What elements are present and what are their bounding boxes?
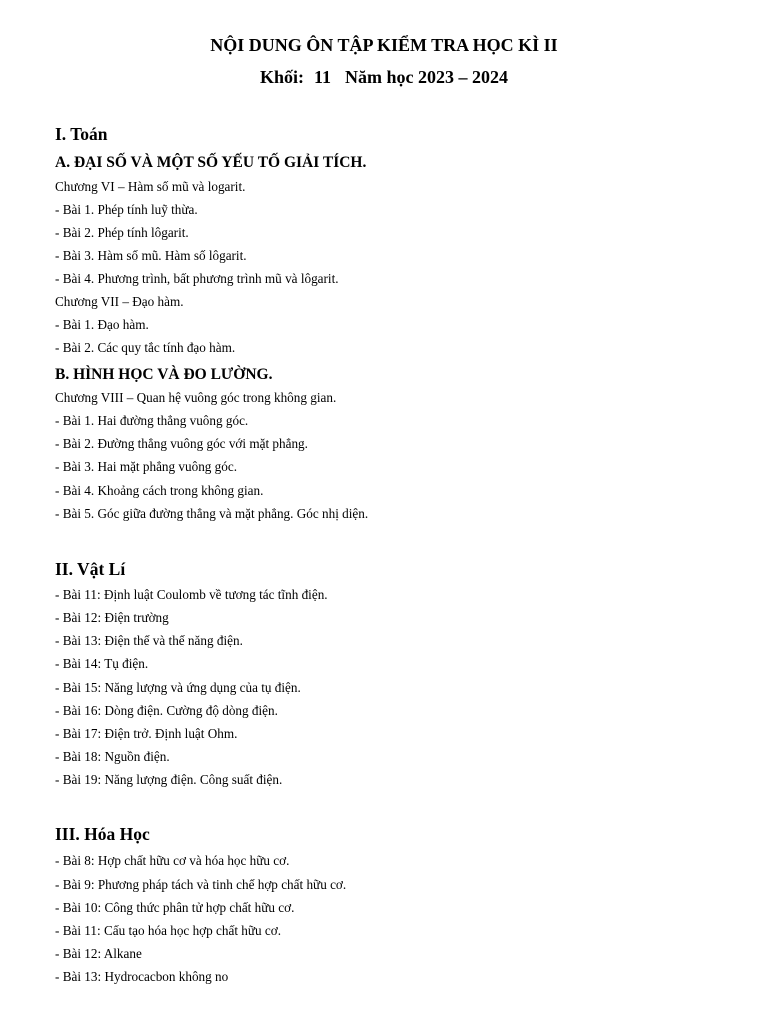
section-heading-physics: II. Vật Lí [55,559,126,579]
list-item: Chương VIII – Quan hệ vuông góc trong không gian. [55,390,337,405]
list-item: - Bài 4. Khoảng cách trong không gian. [55,483,264,498]
list-item: - Bài 19: Năng lượng điện. Công suất điện. [55,772,283,787]
list-item: - Bài 14: Tụ điện. [55,656,149,671]
subheading-geometry: B. HÌNH HỌC VÀ ĐO LƯỜNG. [55,366,273,383]
list-item: - Bài 9: Phương pháp tách và tinh chế hợp chất hữu cơ. [55,877,347,892]
list-item: - Bài 11: Cấu tạo hóa học hợp chất hữu cơ. [55,923,282,938]
section-heading-math: I. Toán [55,124,108,144]
list-item: - Bài 16: Dòng điện. Cường độ dòng điện. [55,703,278,718]
list-item: - Bài 2. Phép tính lôgarit. [55,225,189,240]
grade-value: 11 [314,67,332,87]
grade-year-line [0,66,768,88]
list-item: - Bài 2. Đường thẳng vuông góc với mặt phẳng. [55,436,308,451]
list-item: - Bài 10: Công thức phân tử hợp chất hữu cơ. [55,900,295,915]
list-item: - Bài 1. Đạo hàm. [55,317,149,332]
subheading-algebra: A. ĐẠI SỐ VÀ MỘT SỐ YẾU TỐ GIẢI TÍCH. [55,154,367,171]
list-item: Chương VI – Hàm số mũ và logarit. [55,179,246,194]
list-item: - Bài 3. Hai mặt phẳng vuông góc. [55,459,238,474]
list-item: - Bài 12: Alkane [55,946,142,961]
list-item: Chương VII – Đạo hàm. [55,294,184,309]
list-item: - Bài 8: Hợp chất hữu cơ và hóa học hữu cơ. [55,853,290,868]
document-title: NỘI DUNG ÔN TẬP KIỂM TRA HỌC KÌ II [210,35,558,55]
grade-label: Khối: [259,67,304,87]
list-item: - Bài 11: Định luật Coulomb về tương tác tĩnh điện. [55,587,328,602]
list-item: - Bài 12: Điện trường [55,610,169,625]
list-item: - Bài 1. Hai đường thẳng vuông góc. [55,413,249,428]
list-item: - Bài 18: Nguồn điện. [55,749,170,764]
list-item: - Bài 1. Phép tính luỹ thừa. [55,202,198,217]
list-item: - Bài 17: Điện trở. Định luật Ohm. [55,726,238,741]
list-item: - Bài 3. Hàm số mũ. Hàm số lôgarit. [55,248,247,263]
list-item: - Bài 5. Góc giữa đường thẳng và mặt phẳng. Góc nhị diện. [55,506,369,521]
list-item: - Bài 4. Phương trình, bất phương trình mũ và lôgarit. [55,271,339,286]
list-item: - Bài 2. Các quy tắc tính đạo hàm. [55,340,236,355]
school-year: Năm học 2023 – 2024 [345,67,509,87]
section-heading-chemistry: III. Hóa Học [55,824,150,844]
list-item: - Bài 13: Điện thế và thế năng điện. [55,633,243,648]
list-item: - Bài 15: Năng lượng và ứng dụng của tụ điện. [55,680,301,695]
list-item: - Bài 13: Hydrocacbon không no [55,969,229,984]
